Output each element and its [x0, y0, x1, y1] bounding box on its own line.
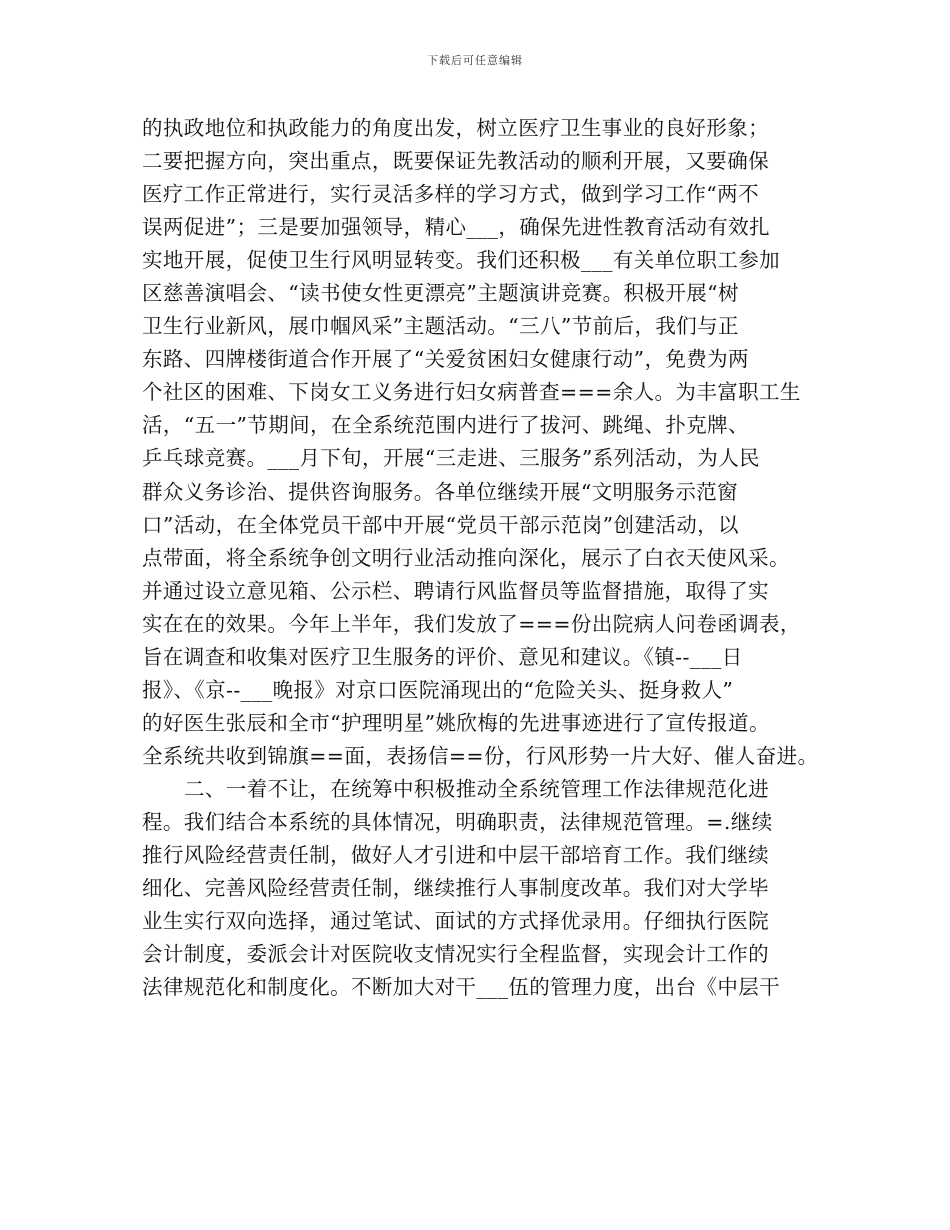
- text-line: 二要把握方向，突出重点，既要保证先教活动的顺利开展，又要确保: [142, 149, 769, 174]
- text-line: 报》、《京--___晚报》对京口医院涌现出的“危险关头、挺身救人”: [142, 677, 734, 702]
- text-line: 医疗工作正常进行，实行灵活多样的学习方式，做到学习工作“两不: [142, 182, 759, 207]
- text-line: 业生实行双向选择，通过笔试、面试的方式择优录用。仔细执行医院: [142, 909, 769, 934]
- text-line: 误两促进”；三是要加强领导，精心___，确保先进性教育活动有效扎: [142, 215, 771, 240]
- text-line: 细化、完善风险经营责任制，继续推行人事制度改革。我们对大学毕: [142, 876, 769, 901]
- text-line: 全系统共收到锦旗==面，表扬信==份，行风形势一片大好、催人奋进。: [142, 743, 819, 768]
- text-line: 乒乓球竞赛。___月下旬，开展“三走进、三服务”系列活动，为人民: [142, 446, 761, 471]
- text-line: 区慈善演唱会、“读书使女性更漂亮”主题演讲竞赛。积极开展“树: [142, 281, 739, 306]
- text-line: 旨在调查和收集对医疗卫生服务的评价、意见和建议。《镇--___日: [142, 644, 743, 669]
- text-line: 个社区的困难、下岗女工义务进行妇女病普查===余人。为丰富职工生: [142, 380, 801, 405]
- text-line: 程。我们结合本系统的具体情况，明确职责，法律规范管理。=.继续: [142, 809, 773, 834]
- text-line: 并通过设立意见箱、公示栏、聘请行风监督员等监督措施，取得了实: [142, 578, 769, 603]
- document-body: [142, 112, 819, 1004]
- text-line: 会计制度，委派会计对医院收支情况实行全程监督，实现会计工作的: [142, 942, 769, 967]
- text-line: 群众义务诊治、提供咨询服务。各单位继续开展“文明服务示范窗: [142, 479, 739, 504]
- text-line: 点带面，将全系统争创文明行业活动推向深化，展示了白衣天使风采。: [142, 545, 790, 570]
- text-line: 实在在的效果。今年上半年，我们发放了===份出院病人问卷函调表，: [142, 611, 801, 636]
- text-line: 活，“五一”节期间，在全系统范围内进行了拔河、跳绳、扑克牌、: [142, 413, 749, 438]
- paragraph-start-line: 二、一着不让，在统筹中积极推动全系统管理工作法律规范化进: [184, 776, 770, 801]
- text-line: 卫生行业新风，展巾帼风采”主题活动。“三八”节前后，我们与正: [142, 314, 739, 339]
- text-line: 的执政地位和执政能力的角度出发，树立医疗卫生事业的良好形象；: [142, 116, 769, 140]
- page-header-note: 下载后可任意编辑: [427, 54, 523, 67]
- text-line: 东路、四牌楼街道合作开展了“关爱贫困妇女健康行动”，免费为两: [142, 347, 749, 372]
- text-line: 法律规范化和制度化。不断加大对干___伍的管理力度，出台《中层干: [142, 975, 781, 1000]
- text-line: 的好医生张辰和全市“护理明星”姚欣梅的先进事迹进行了宣传报道。: [142, 710, 770, 735]
- text-line: 口”活动，在全体党员干部中开展“党员干部示范岗”创建活动，以: [142, 512, 739, 537]
- text-line: 推行风险经营责任制，做好人才引进和中层干部培育工作。我们继续: [142, 843, 769, 868]
- text-line: 实地开展，促使卫生行风明显转变。我们还积极___有关单位职工参加: [142, 248, 781, 273]
